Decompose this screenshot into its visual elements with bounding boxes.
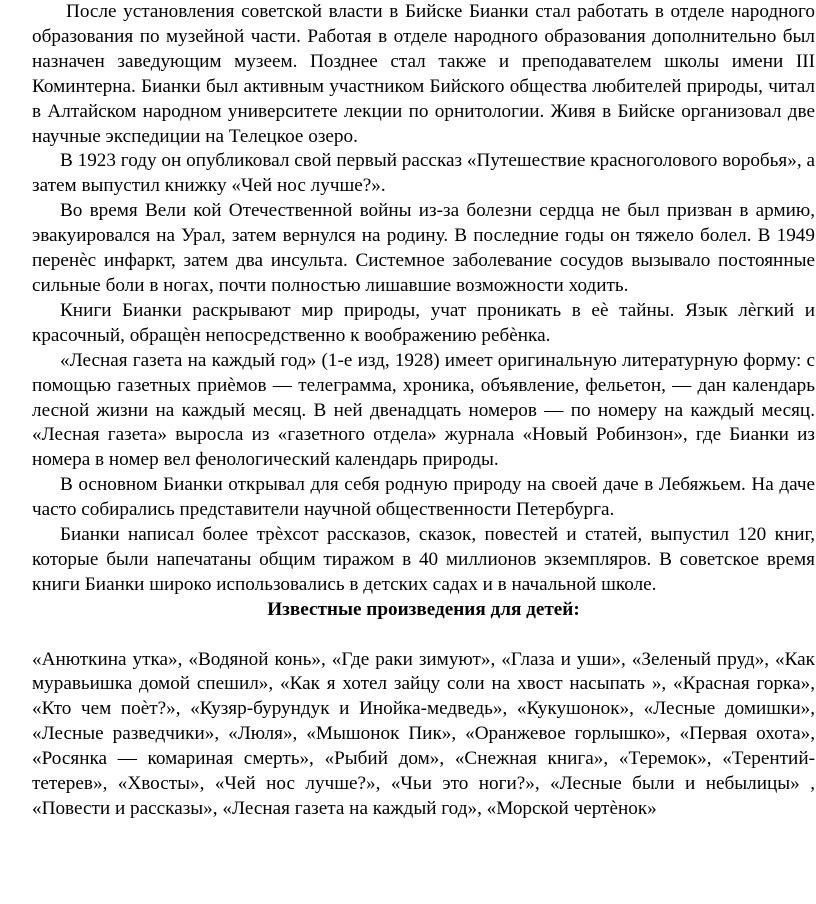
paragraph-lebyazhye: В основном Бианки открывал для себя родную природу на своей даче в Лебяжьем. На даче часто собирались представители научной общественности Петербурга.: [32, 474, 815, 521]
document-page: [32, 0, 815, 822]
paragraph-first-story: В 1923 году он опубликовал свой первый рассказ «Путешествие красноголового воробья», а затем выпустил книжку «Чей нос лучше?».: [32, 150, 815, 197]
works-list: «Анюткина утка», «Водяной конь», «Где раки зимуют», «Глаза и уши», «Зеленый пруд», «Как муравьишка домой спешил», «Как я хотел зайцу соли на хвост насыпать », «Красная горка», «Кто чем поѐт?», «Кузяр-бурундук и Инойка-медведь», «Кукушонок», «Лесные домишки», «Лесные разведчики», «Люля», «Мышонок Пик», «Оранжевое горлышко», «Первая охота», «Росянка — комариная смерть», «Рыбий дом», «Снежная книга», «Теремок», «Терентий-тетерев», «Хвосты», «Чей нос лучше?», «Чьи это ноги?», «Лесные были и небылицы» , «Повести и рассказы», «Лесная газета на каждый год», «Морской чертѐнок»: [32, 648, 815, 819]
paragraph-soviet-period: После установления советской власти в Бийске Бианки стал работать в отделе народного образования по музейной части. Работая в отделе народного образования дополнительно был назначен заведующим музеем. Позднее стал также и преподавателем школы имени III Коминтерна. Бианки был активным участником Бийского общества любителей природы, читал в Алтайском народном университете лекции по орнитологии. Живя в Бийске организовал две научные экспедиции на Телецкое озеро.: [32, 1, 815, 147]
paragraph-war-years: Во время Вели кой Отечественной войны из-за болезни сердца не был призван в армию, эвакуировался на Урал, затем вернулся на родину. В последние годы он тяжело болел. В 1949 перенѐс инфаркт, затем два инсульта. Системное заболевание сосудов вызывало постоянные сильные боли в ногах, почти полностью лишавшие возможности ходить.: [32, 200, 815, 296]
section-heading: Известные произведения для детей:: [267, 598, 580, 620]
spacer: [32, 623, 815, 648]
paragraph-forest-newspaper: «Лесная газета на каждый год» (1-е изд, 1928) имеет оригинальную литературную форму: с помощью газетных приѐмов — телеграмма, хроника, объявление, фельетон, — дан календарь лесной жизни на каждый месяц. В ней двенадцать номеров — по номеру на каждый месяц. «Лесная газета» выросла из «газетного отдела» журнала «Новый Робинзон», где Бианки из номера в номер вел фенологический календарь природы.: [32, 349, 815, 471]
paragraph-books-style: Книги Бианки раскрывают мир природы, учат проникать в еѐ тайны. Язык лѐгкий и красочный, обращѐн непосредственно к воображению ребѐнка.: [32, 299, 815, 346]
paragraph-bibliography: Бианки написал более трѐхсот рассказов, сказок, повестей и статей, выпустил 120 книг, которые были напечатаны общим тиражом в 40 миллионов экземпляров. В советское время книги Бианки широко использовались в детских садах и в начальной школе.: [32, 524, 815, 595]
